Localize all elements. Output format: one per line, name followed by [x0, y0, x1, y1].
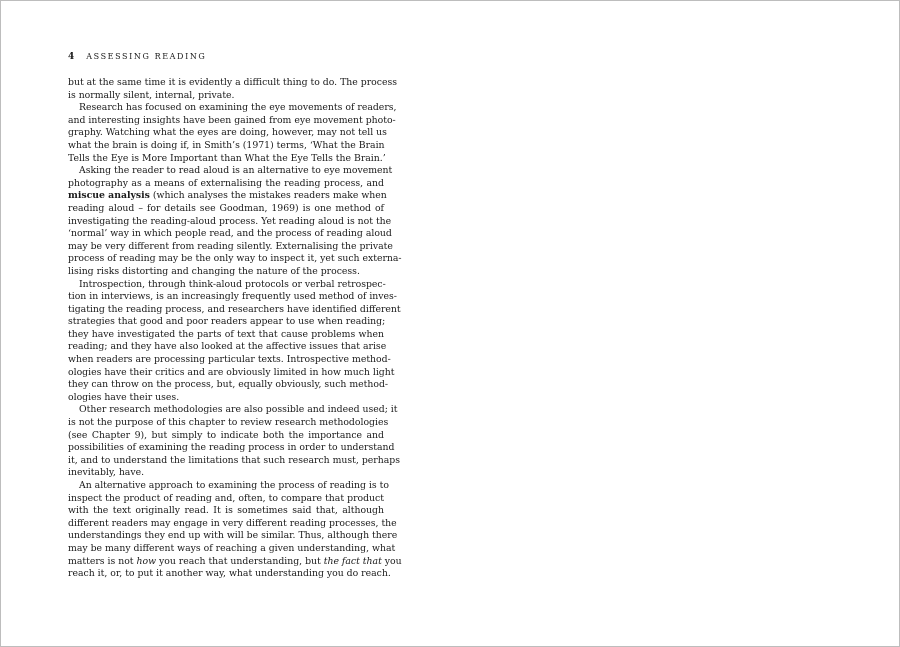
text-run: (which analyses the mistakes readers make when: [152, 190, 387, 202]
text-line: possibilities of examining the reading process in order to understand: [68, 442, 395, 454]
paragraph: [68, 77, 397, 102]
text-line: An alternative approach to examining the process of reading is to: [79, 480, 389, 491]
text-line: ologies have their uses.: [68, 391, 180, 403]
text-line: graphy. Watching what the eyes are doing, however, may not tell us: [68, 127, 387, 139]
text-line: [68, 190, 387, 203]
running-head: [68, 52, 206, 62]
paragraph: [68, 404, 400, 480]
text-line: inspect the product of reading and, often, to compare that product: [68, 492, 384, 504]
text-line: but at the same time it is evidently a difficult thing to do. The process: [68, 77, 397, 88]
text-line: different readers may engage in very different reading processes, the: [68, 517, 397, 529]
text-line: ‘normal’ way in which people read, and the process of reading aloud: [68, 228, 392, 240]
text-line: process of reading may be the only way to inspect it, yet such externa-: [68, 253, 402, 265]
text-line: (see Chapter 9), but simply to indicate both the importance and: [68, 429, 384, 441]
body-text: [68, 77, 402, 581]
text-line: reach it, or, to put it another way, what understanding you do reach.: [68, 568, 391, 580]
text-line: [68, 555, 402, 569]
text-line: inevitably, have.: [68, 467, 145, 479]
text-run: matters is not: [68, 555, 134, 567]
text-line: tigating the reading process, and researchers have identified different: [68, 303, 401, 315]
page-number: 4: [68, 52, 75, 62]
text-line: what the brain is doing if, in Smith’s (1971) terms, ‘What the Brain: [68, 139, 385, 151]
text-line: investigating the reading-aloud process. Yet reading aloud is not the: [68, 215, 392, 227]
text-line: reading; and they have also looked at the affective issues that arise: [68, 341, 387, 353]
paragraph: [68, 165, 402, 278]
text-line: they have investigated the parts of text that cause problems when: [68, 328, 384, 340]
text-line: strategies that good and poor readers appear to use when reading;: [68, 316, 386, 328]
text-line: may be very different from reading silently. Externalising the private: [68, 240, 393, 252]
text-line: Other research methodologies are also possible and indeed used; it: [79, 404, 398, 416]
text-line: may be many different ways of reaching a given understanding, what: [68, 542, 396, 554]
paragraph: [68, 102, 397, 165]
text-line: Tells the Eye is More Important than What the Eye Tells the Brain.’: [68, 152, 386, 164]
text-line: Research has focused on examining the eye movements of readers,: [79, 102, 397, 114]
text-line: they can throw on the process, but, equally obviously, such method-: [68, 379, 389, 391]
text-line: Asking the reader to read aloud is an alternative to eye movement: [79, 165, 393, 177]
text-line: reading aloud – for details see Goodman, 1969) is one method of: [68, 202, 384, 214]
paragraph: [68, 480, 402, 581]
text-line: with the text originally read. It is sometimes said that, although: [68, 505, 384, 517]
text-run: you: [384, 555, 402, 567]
text-line: is normally silent, internal, private.: [68, 89, 235, 101]
text-line: lising risks distorting and changing the nature of the process.: [68, 265, 360, 277]
text-line: and interesting insights have been gained from eye movement photo-: [68, 114, 396, 126]
running-title: ASSESSING READING: [86, 52, 207, 61]
text-line: tion in interviews, is an increasingly frequently used method of inves-: [68, 291, 397, 303]
bold-term: miscue analysis: [68, 190, 150, 202]
paragraph: [68, 278, 401, 405]
text-line: photography as a means of externalising the reading process, and: [68, 177, 384, 189]
text-line: it, and to understand the limitations that such research must, perhaps: [68, 454, 400, 466]
italic-term: the fact that: [323, 555, 382, 567]
italic-term: how: [136, 555, 157, 567]
text-line: is not the purpose of this chapter to review research methodologies: [68, 417, 389, 429]
text-line: understandings they end up with will be similar. Thus, although there: [68, 530, 398, 542]
text-line: ologies have their critics and are obviously limited in how much light: [68, 366, 395, 378]
text-line: when readers are processing particular texts. Introspective method-: [68, 354, 391, 366]
text-run: you reach that understanding, but: [159, 555, 321, 567]
text-line: Introspection, through think-aloud protocols or verbal retrospec-: [79, 278, 386, 290]
